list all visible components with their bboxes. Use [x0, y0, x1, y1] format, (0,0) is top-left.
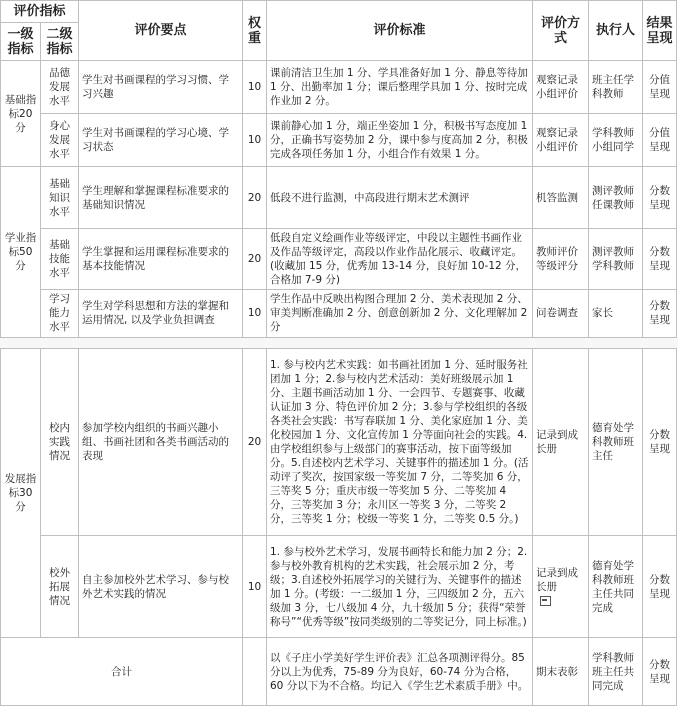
- sub-index: 校外拓展情况: [41, 536, 79, 638]
- sub-index: 身心发展水平: [41, 114, 79, 167]
- weight: 10: [243, 536, 267, 638]
- sub-index: 品德发展水平: [41, 61, 79, 114]
- result: 分值呈现: [643, 61, 677, 114]
- executor: 家长: [589, 289, 643, 337]
- result: 分数呈现: [643, 536, 677, 638]
- result: 分数呈现: [643, 349, 677, 536]
- eval-point: 学生理解和掌握课程标准要求的基础知识情况: [79, 167, 243, 228]
- weight: 20: [243, 349, 267, 536]
- sub-index: 基础技能水平: [41, 228, 79, 289]
- header-weight: 权重: [243, 1, 267, 61]
- eval-standard: 以《子庄小学美好学生评价表》汇总各项测评得分。85 分以上为优秀，75-89 分为良好，60-74 分为合格，60 分以下为不合格。均记入《学生艺术素质手册》中。: [267, 638, 533, 706]
- eval-point: 自主参加校外艺术学习、参与校外艺术实践的情况: [79, 536, 243, 638]
- weight: 10: [243, 289, 267, 337]
- weight: 10: [243, 114, 267, 167]
- eval-standard: 学生作品中反映出构图合理加 2 分、美术表现加 2 分、审美判断准确加 2 分、创意创新加 2 分、文化理解加 2 分: [267, 289, 533, 337]
- total-label: 合计: [1, 638, 243, 706]
- header-eval-index: 评价指标: [1, 1, 79, 23]
- eval-standard: 1. 参与校外艺术学习，发展书画特长和能力加 2 分；2.参与校外教育机构的艺术实践，社会展示加 2 分，考级；3.自述校外拓展学习的关键行为、关键事件的描述加 1 分。(考级：一二级加 1 分，三四级加 2 分，五六级加 3 分，七八级加 4 分，九十级加 5 分；获得“荣誉称号”“优秀等级”按同类级别的二等奖记分，同上标准。): [267, 536, 533, 638]
- result: 分值呈现: [643, 114, 677, 167]
- executor: 测评教师任课教师: [589, 167, 643, 228]
- sub-index: 基础知识水平: [41, 167, 79, 228]
- eval-point: 学生对书画课程的学习心境、学习状态: [79, 114, 243, 167]
- eval-method: 问卷调查: [533, 289, 589, 337]
- paste-options-icon[interactable]: [540, 596, 551, 606]
- group-name: 基础指标20 分: [1, 61, 41, 167]
- group-name: 学业指标50 分: [1, 167, 41, 338]
- result: 分数呈现: [643, 638, 677, 706]
- table-row: [1, 536, 677, 638]
- table-row: [1, 289, 677, 337]
- result: 分数呈现: [643, 167, 677, 228]
- method-text: 记录到成长册: [536, 566, 578, 593]
- eval-standard: 课前清洁卫生加 1 分、学具准备好加 1 分、静息等待加 1 分、出勤率加 1 分；课后整理学具加 1 分、按时完成作业加 2 分。: [267, 61, 533, 114]
- executor: 德育处学科教师班主任: [589, 349, 643, 536]
- weight: 20: [243, 167, 267, 228]
- header-executor: 执行人: [589, 1, 643, 61]
- weight-empty: [243, 638, 267, 706]
- eval-standard: 1. 参与校内艺术实践：如书画社团加 1 分、延时服务社团加 1 分；2.参与校内艺术活动：美好班级展示加 1 分、主题书画活动加 1 分、一会四节、专题赛事、收藏认证加 3 分、特色评价加 2 分；3.参与学校组织的各级各类社会实践：书写春联加 1 分、美化家庭加 1 分、美化校园加 1 分、文化宣传加 1 分等面向社会的实践。4.由学校组织参与上级部门的赛事活动，按下面等级加分。5.自述校内艺术学习、关键事件的描述加 1 分。(活动评了奖次，按国家级一等奖加 7 分，二等奖加 6 分，三等奖 5 分；重庆市级一等奖加 5 分、二等奖加 4 分，三等奖加 3 分；永川区一等奖 3 分，二等奖 2 分，三等奖 1 分；校级一等奖 1 分，二等奖 0.5 分。): [267, 349, 533, 536]
- evaluation-table-top: [0, 0, 677, 338]
- eval-method: 期末表彰: [533, 638, 589, 706]
- eval-point: 学生对学科思想和方法的掌握和运用情况, 以及学业负担调查: [79, 289, 243, 337]
- executor: 测评教师学科教师: [589, 228, 643, 289]
- eval-method: [533, 536, 589, 638]
- table-row: [1, 228, 677, 289]
- table-row: [1, 349, 677, 536]
- executor: 班主任学科教师: [589, 61, 643, 114]
- header-method: 评价方式: [533, 1, 589, 61]
- weight: 20: [243, 228, 267, 289]
- result: 分数呈现: [643, 228, 677, 289]
- eval-method: 教师评价等级评分: [533, 228, 589, 289]
- eval-standard: 低段不进行监测，中高段进行期末艺术测评: [267, 167, 533, 228]
- eval-standard: 低段自定义绘画作业等级评定，中段以主题性书画作业及作品等级评定，高段以作业作品化展示、收藏评定。(收藏加 15 分，优秀加 13-14 分，良好加 10-12 分，合格加 7-9 分): [267, 228, 533, 289]
- eval-method: 观察记录小组评价: [533, 114, 589, 167]
- eval-method: 记录到成长册: [533, 349, 589, 536]
- eval-method: 观察记录小组评价: [533, 61, 589, 114]
- result: 分数呈现: [643, 289, 677, 337]
- eval-standard: 课前静心加 1 分，端正坐姿加 1 分，积极书写态度加 1 分，正确书写姿势加 2 分，课中参与度高加 2 分，积极完成各项任务加 1 分，小组合作有效果 1 分。: [267, 114, 533, 167]
- eval-point: 参加学校内组织的书画兴趣小组、书画社团和各类书画活动的表现: [79, 349, 243, 536]
- header-level2: 二级指标: [41, 23, 79, 61]
- page-gap: [0, 338, 678, 348]
- evaluation-table-bottom: [0, 348, 677, 706]
- table-row: [1, 167, 677, 228]
- table-row: [1, 114, 677, 167]
- weight: 10: [243, 61, 267, 114]
- eval-point: 学生对书画课程的学习习惯、学习兴趣: [79, 61, 243, 114]
- table-row: [1, 61, 677, 114]
- sub-index: 学习能力水平: [41, 289, 79, 337]
- sub-index: 校内实践情况: [41, 349, 79, 536]
- header-result: 结果呈现: [643, 1, 677, 61]
- executor: 学科教师小组同学: [589, 114, 643, 167]
- header-level1: 一级指标: [1, 23, 41, 61]
- group-name: 发展指标30 分: [1, 349, 41, 638]
- header-points: 评价要点: [79, 1, 243, 61]
- eval-method: 机答监测: [533, 167, 589, 228]
- executor: 学科教师班主任共同完成: [589, 638, 643, 706]
- table-row: [1, 638, 677, 706]
- executor: 德育处学科教师班主任共同完成: [589, 536, 643, 638]
- header-standard: 评价标准: [267, 1, 533, 61]
- eval-point: 学生掌握和运用课程标准要求的基本技能情况: [79, 228, 243, 289]
